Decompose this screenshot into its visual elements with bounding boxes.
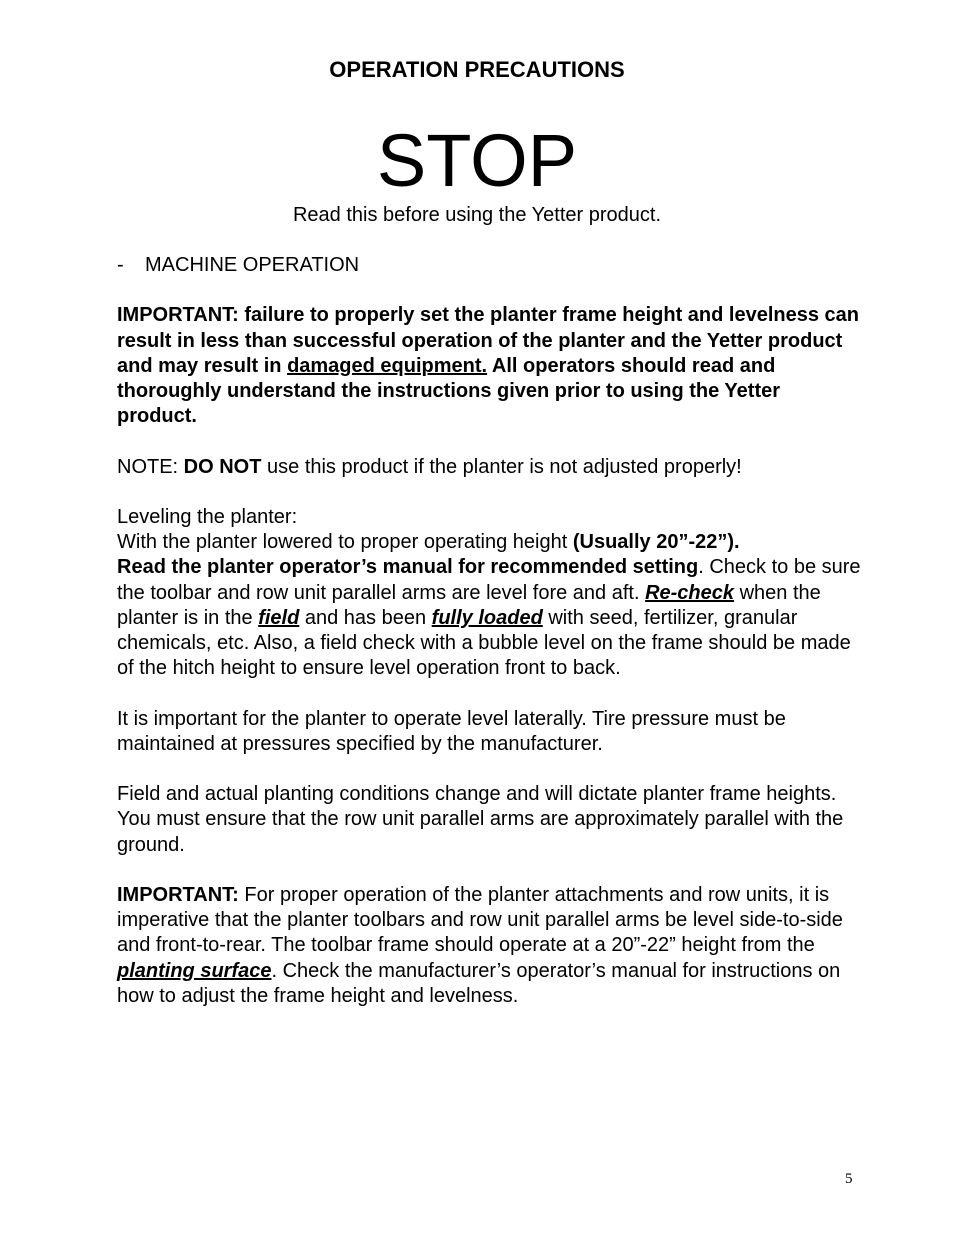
important-2-text-2: . Check the manufacturer’s operator’s manual for instructions on how to adjust the frame height and levelness.	[117, 959, 841, 1007]
leveling-text-1: when the planter is in the	[117, 581, 821, 629]
note-rest: use this product if the planter is not adjusted properly!	[261, 455, 742, 478]
leveling-line-1: With the planter lowered to proper operating height	[117, 531, 573, 554]
stop-heading: STOP	[376, 119, 578, 202]
field-conditions-paragraph: Field and actual planting conditions change and will dictate planter frame heights. You must ensure that the row unit parallel arms are approximately parallel with the ground.	[117, 783, 844, 856]
important-1-tail: All operators should read and thoroughly understand the instructions given prior to using the Yetter product.	[117, 354, 781, 428]
leveling-heading: Leveling the planter:	[117, 505, 298, 528]
note-bold: DO NOT	[183, 455, 262, 478]
stop-subtitle: Read this before using the Yetter product.	[292, 204, 662, 226]
leveling-field: field	[258, 606, 300, 629]
leveling-text-2: and has been	[299, 606, 432, 629]
important-paragraph-2	[117, 883, 862, 1009]
document-body	[117, 253, 862, 1034]
note-prefix: NOTE:	[117, 455, 184, 478]
leveling-check-text: . Check to be sure the toolbar and row unit parallel arms are level fore and aft.	[117, 556, 861, 604]
important-2-text-1: For proper operation of the planter attachments and row units, it is imperative that the planter toolbars and row unit parallel arms be level side-to-side and front-to-rear. The toolbar frame should operate at a 20”-22” height from the	[117, 883, 843, 957]
section-heading	[117, 253, 862, 278]
leveling-text-3: with seed, fertilizer, granular chemicals, etc. Also, a field check with a bubble level on the frame should be made of the hitch height to ensure level operation front to back.	[117, 606, 851, 680]
important-2-label: IMPORTANT:	[117, 883, 239, 906]
important-paragraph-1	[117, 303, 862, 429]
section-dash: -	[117, 254, 124, 276]
important-1-lead: IMPORTANT: failure to properly set the planter frame height and levelness can result in less than successful operation of the planter and the Yetter product and may result in	[117, 304, 860, 377]
leveling-fully-loaded: fully loaded	[431, 606, 543, 629]
note-paragraph	[117, 455, 862, 480]
section-label: MACHINE OPERATION	[145, 254, 360, 276]
lateral-paragraph: It is important for the planter to operate level laterally. Tire pressure must be maintained at pressures specified by the manufacturer.	[117, 707, 786, 755]
important-2-planting-surface: planting surface	[117, 959, 272, 982]
important-1-underlined: damaged equipment.	[287, 354, 488, 377]
leveling-height-note: (Usually 20”-22”).	[572, 531, 740, 554]
page-heading: OPERATION PRECAUTIONS	[329, 57, 625, 82]
page-number: 5	[845, 1171, 853, 1187]
leveling-recheck: Re-check	[645, 581, 735, 604]
leveling-paragraph	[117, 505, 862, 681]
leveling-manual-sentence: Read the planter operator’s manual for recommended setting	[117, 556, 699, 579]
